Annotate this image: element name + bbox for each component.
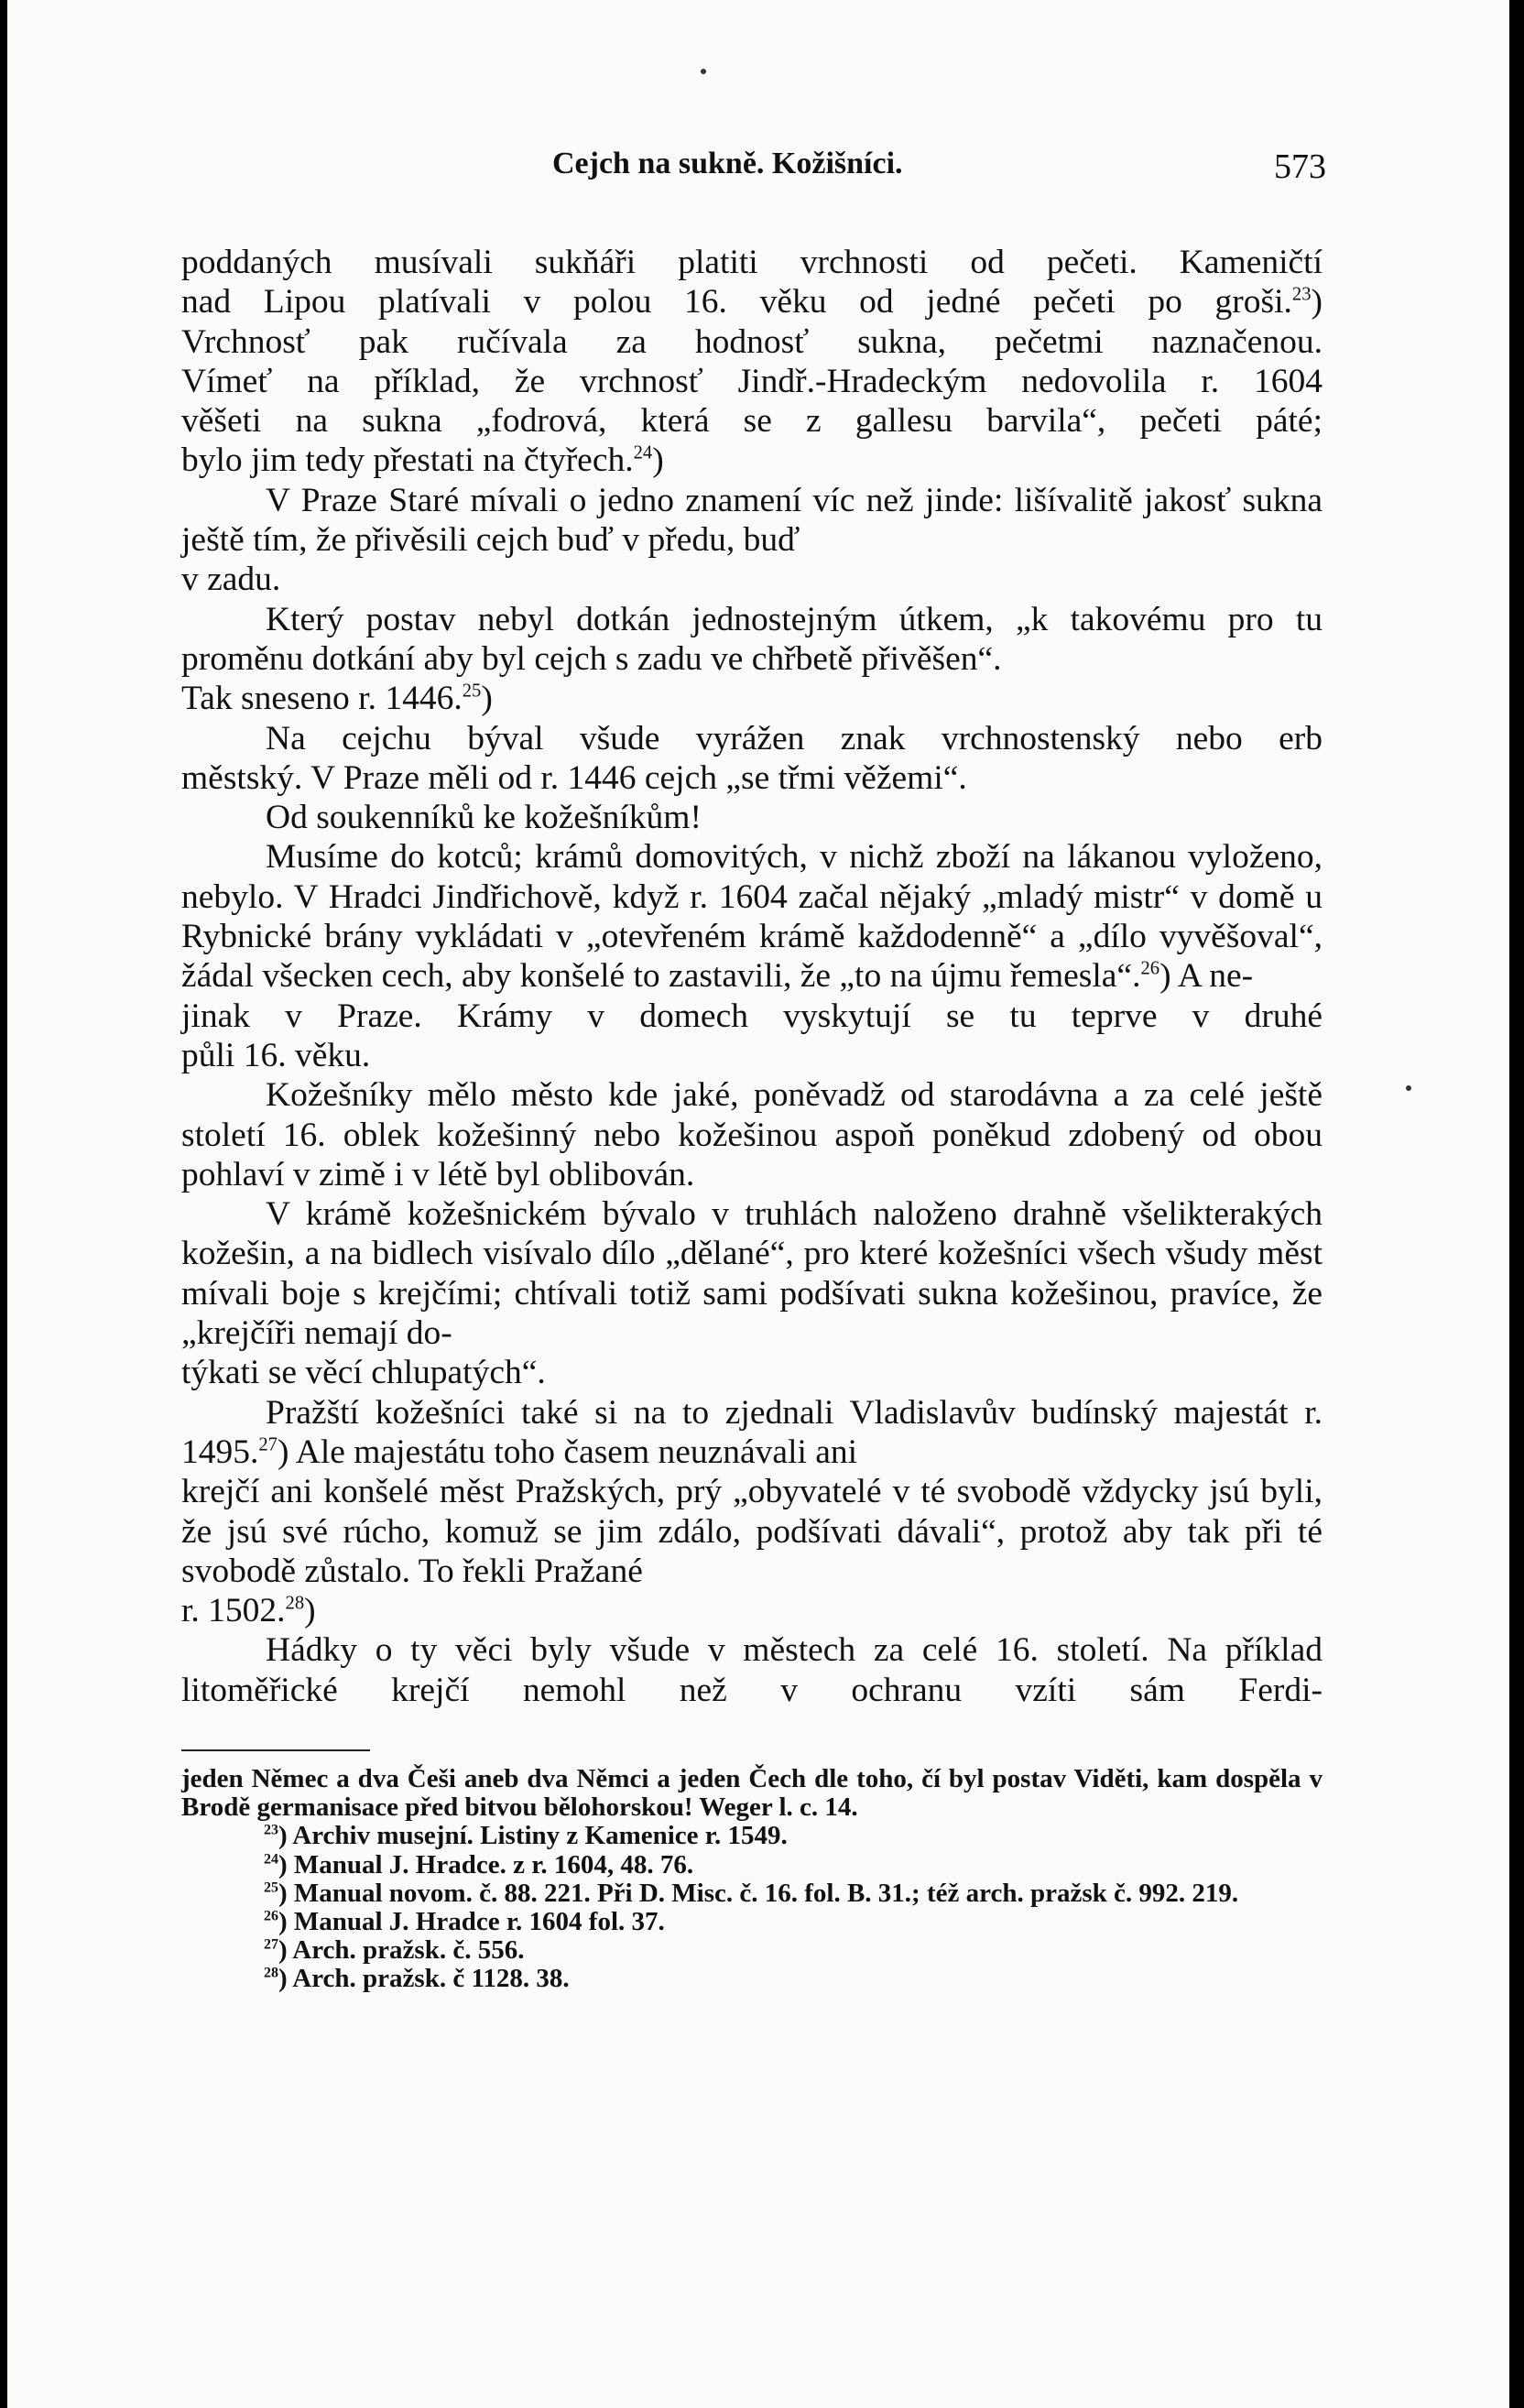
text-line: jinak v Praze. Krámy v domech vyskytují se tu teprve v druhé — [181, 997, 1323, 1035]
paragraph: Kožešníky mělo město kde jaké, poněvadž od starodávna a za celé ještě století 16. oblek kožešinný nebo kožešinou aspoň poněkud zdobený od obou pohlaví v zimě i v létě byl oblibován. — [181, 1076, 1323, 1193]
text-line: Vímeť na příklad, že vrchnosť Jindř.-Hradeckým nedovolila r. 1604 — [181, 362, 1323, 400]
footnote-ref: 28 — [285, 1593, 305, 1614]
footnote-continuation: jeden Němec a dva Češi aneb dva Němci a jeden Čech dle toho, čí byl postav Viděti, kam dospěla v Brodě germanisace před bitvou bělohorskou! Weger l. c. 14. — [181, 1764, 1323, 1823]
paragraph: Pražští kožešníci také si na to zjednali Vladislavův budínský majestát r. 1495.27) Ale majestátu toho časem neuznávali ani — [181, 1393, 1323, 1471]
footnote: $^{28}$) Arch. pražsk. č 1128. 38. — [264, 1964, 570, 1994]
text-line: týkati se věcí chlupatých“. — [181, 1354, 546, 1392]
text-line: r. 1502.28) — [181, 1592, 316, 1630]
text-line: městský. V Praze měli od r. 1446 cejch „se třmi věžemi“. — [181, 758, 967, 797]
text-line: Od soukenníků ke kožešníkům! — [266, 799, 702, 837]
footnote: $^{25}$) Manual novom. č. 88. 221. Při D. Misc. č. 16. fol. B. 31.; též arch. pražsk č. 992. 219. — [264, 1878, 1239, 1908]
footnotes — [181, 1765, 1323, 1994]
footnote: $^{26}$) Manual J. Hradce r. 1604 fol. 37. — [264, 1907, 665, 1937]
footnote: $^{24}$) Manual J. Hradce. z r. 1604, 48. 76. — [264, 1849, 694, 1880]
footnote-ref: 23 — [1291, 284, 1312, 305]
footnote-ref: 27 — [258, 1434, 278, 1455]
footnote-ref: 25 — [462, 681, 482, 702]
speck — [1406, 1085, 1411, 1091]
text-line: půli 16. věku. — [181, 1036, 371, 1074]
paragraph: Který postav nebyl dotkán jednostejným útkem, „k takovému pro tu proměnu dotkání aby byl cejch s zadu ve chřbetě přivěšen“. — [181, 600, 1323, 678]
paragraph: V krámě kožešnickém bývalo v truhlách naloženo drahně všelikterakých kožešin, a na bidlech visívalo dílo „dělané“, pro které kožešníci všech všudy měst mívali boje s krejčími; chtívali totiž sami podšívati sukna kožešinou, pravíce, že „krejčíři nemají do- — [181, 1195, 1323, 1353]
running-title: Cejch na sukně. Kožišníci. — [552, 147, 903, 180]
paper — [7, 0, 1509, 2408]
paragraph: Hádky o ty věci byly všude v městech za celé 16. století. Na příklad litoměřické krejčí nemohl než v ochranu vzíti sám Ferdi- — [181, 1631, 1323, 1709]
footnote: $^{27}$) Arch. pražsk. č. 556. — [264, 1935, 525, 1966]
page-number: 573 — [1274, 147, 1326, 186]
paragraph: V Praze Staré mívali o jedno znamení víc než jinde: lišívalitě jakosť sukna ještě tím, že přivěsili cejch buď v předu, buď — [181, 481, 1323, 560]
running-header — [181, 147, 1326, 186]
footnote-ref: 26 — [1140, 958, 1160, 979]
main-text — [181, 243, 1323, 1710]
paragraph: krejčí ani konšelé měst Pražských, prý „obyvatelé v té svobodě vždycky jsú byli, že jsú své rúcho, komuž se jim zdálo, podšívati dávali“, protož aby tak při té svobodě zůstalo. To řekli Pražané — [181, 1473, 1323, 1590]
text-line: Vrchnosť pak ručívala za hodnosť sukna, pečetmi naznačenou. — [181, 322, 1323, 361]
text-line: Na cejchu býval všude vyrážen znak vrchnostenský nebo erb — [266, 719, 1323, 757]
text-line: bylo jim tedy přestati na čtyřech.$^{24}$) — [181, 441, 664, 480]
text-line: věšeti na sukna „fodrová, která se z gallesu barvila“, pečeti páté; — [181, 402, 1323, 441]
text-line: v zadu. — [181, 561, 281, 599]
footnote: $^{23}$) Archiv musejní. Listiny z Kamenice r. 1549. — [264, 1821, 788, 1851]
text-line: nad Lipou platívali v polou 16. věku od jedné pečeti po groši.$^{23}$) — [181, 283, 1323, 321]
footnote-rule — [181, 1749, 370, 1751]
footnote-ref: 24 — [633, 442, 653, 463]
text-line: poddaných musívali sukňáři platiti vrchnosti od pečeti. Kameničtí — [181, 244, 1323, 281]
text-line: Tak sneseno r. 1446.25) — [181, 680, 493, 718]
paragraph: Musíme do kotců; krámů domovitých, v nichž zboží na lákanou vyloženo, nebylo. V Hradci Jindřichově, když r. 1604 začal nějaký „mladý mistr“ v domě u Rybnické brány vykládati v „otevřeném krámě každodenně“ a „dílo vyvěšoval“, žádal všecken cech, aby konšelé to zastavili, že „to na újmu řemesla“.$^{26}$) A ne- — [181, 838, 1323, 996]
speck — [701, 69, 706, 74]
